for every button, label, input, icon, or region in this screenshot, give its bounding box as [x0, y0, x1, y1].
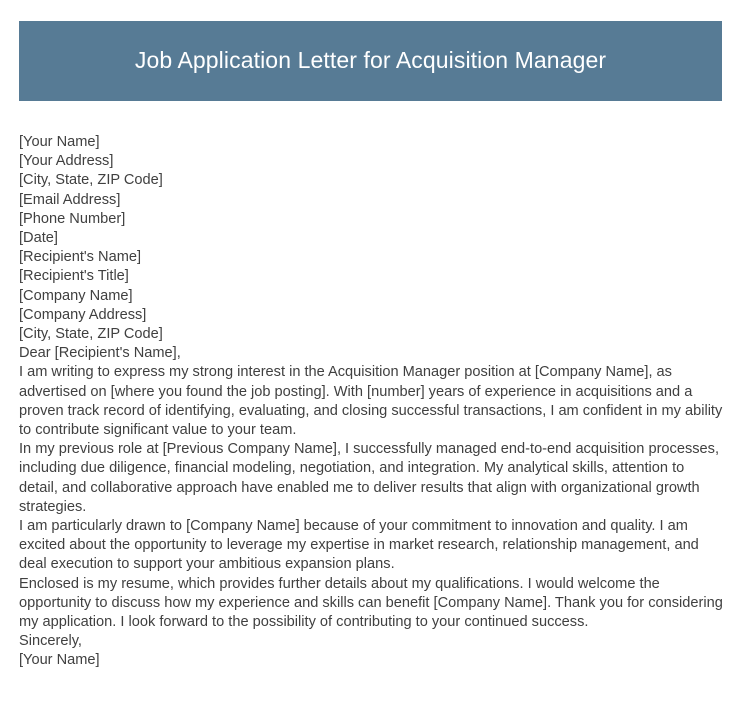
letter-paragraph-2: In my previous role at [Previous Company Name], I successfully managed end-to-end acquisition processes, including due diligence, financial modeling, negotiation, and integration. My analytical skills, attention to detail, and collaborative approach have enabled me to deliver results that align with organizational growth strategies. [19, 441, 720, 515]
closing-line: Sincerely, [19, 633, 82, 650]
date-line: [Date] [19, 230, 58, 247]
sender-city-state-zip-line: [City, State, ZIP Code] [19, 172, 163, 189]
page-title: Job Application Letter for Acquisition Manager [134, 47, 607, 74]
signature-line: [Your Name] [19, 652, 100, 669]
sender-address-line: [Your Address] [19, 153, 114, 170]
recipient-company-name-line: [Company Name] [19, 287, 133, 304]
letter-paragraph-4: Enclosed is my resume, which provides further details about my qualifications. I would welcome the opportunity to discuss how my experience and skills can benefit [Company Name]. Thank you for considering my application. I look forward to the possibility of contributing to your continued success. [19, 575, 723, 631]
letter-body [19, 133, 725, 671]
sender-name-line: [Your Name] [19, 134, 100, 150]
letter-paragraph-3: I am particularly drawn to [Company Name] because of your commitment to innovation and quality. I am excited about the opportunity to leverage my expertise in market research, relationship management, and deal execution to support your ambitious expansion plans. [19, 518, 699, 573]
document-header-banner [19, 21, 722, 101]
sender-email-line: [Email Address] [19, 191, 121, 208]
recipient-city-state-zip-line: [City, State, ZIP Code] [19, 326, 163, 343]
salutation-line: Dear [Recipient's Name], [19, 345, 181, 362]
letter-paragraph-1: I am writing to express my strong interest in the Acquisition Manager position at [Company Name], as advertised on [where you found the job posting]. With [number] years of experience in acquisitions and a proven track record of identifying, evaluating, and closing successful transactions, I am confident in my ability to contribute significant value to your team. [19, 364, 723, 439]
sender-phone-line: [Phone Number] [19, 210, 126, 227]
recipient-company-address-line: [Company Address] [19, 306, 147, 323]
recipient-address-block [19, 248, 725, 344]
sender-address-block [19, 133, 725, 248]
recipient-name-line: [Recipient's Name] [19, 249, 142, 266]
recipient-title-line: [Recipient's Title] [19, 268, 129, 285]
